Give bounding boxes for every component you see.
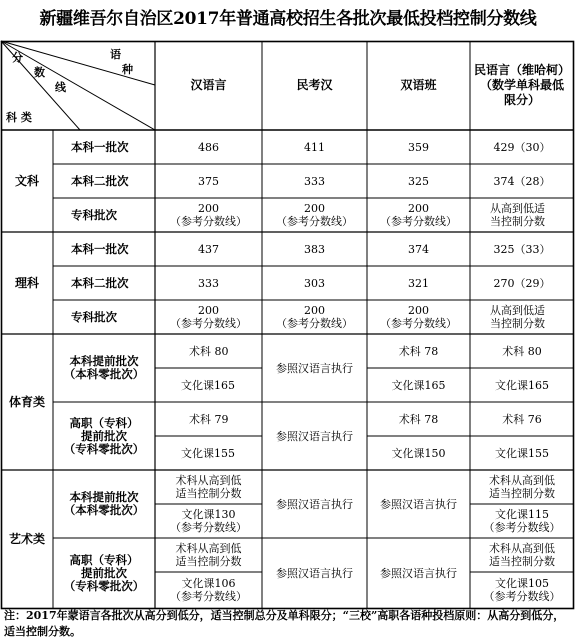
table-cell: 术科 79	[189, 412, 229, 426]
document-title: 新疆维吾尔自治区2017年普通高校招生各批次最低投档控制分数线	[39, 9, 537, 29]
table-cell: 文化课115 （参考分数线）	[483, 508, 561, 534]
table-cell: 文化课130 （参考分数线）	[170, 508, 247, 534]
batch-label: 高职（专科） 提前批次 （专科零批次）	[63, 415, 145, 456]
table-cell: 303	[304, 276, 325, 290]
table-cell: 术科 76	[502, 412, 542, 426]
column-header-hanyuyan: 汉语言	[190, 78, 227, 92]
table-cell: 文化课155	[495, 446, 549, 460]
table-cell: 术科 80	[502, 344, 542, 358]
table-cell: 411	[304, 140, 325, 154]
batch-label: 本科一批次	[71, 139, 129, 154]
corner-label-zhong: 种	[122, 63, 133, 76]
table-cell: 术科从高到低 适当控制分数	[489, 474, 555, 500]
table-cell: 429（30）	[493, 140, 551, 154]
table-cell: 参照汉语言执行	[276, 566, 353, 580]
batch-label: 本科提前批次 （本科零批次）	[63, 354, 145, 381]
batch-label: 专科批次	[71, 207, 117, 222]
column-header-minkaohan: 民考汉	[296, 78, 333, 92]
table-cell: 374	[408, 242, 429, 256]
table-cell: 200 （参考分数线）	[170, 304, 247, 330]
table-cell: 参照汉语言执行	[276, 429, 353, 443]
batch-label: 本科一批次	[71, 241, 129, 256]
table-cell: 325	[408, 174, 429, 188]
table-cell: 术科从高到低 适当控制分数	[175, 542, 242, 568]
category-wenke: 文科	[14, 173, 39, 188]
table-cell: 200 （参考分数线）	[276, 202, 353, 228]
corner-label-yu: 语	[110, 48, 121, 61]
table-cell: 270（29）	[493, 276, 551, 290]
category-tiyu: 体育类	[8, 394, 45, 409]
table-cell: 321	[408, 276, 429, 290]
batch-label: 高职（专科） 提前批次 （专科零批次）	[63, 552, 145, 593]
corner-label-shu: 数	[34, 66, 45, 79]
table-cell: 从高到低适 当控制分数	[490, 202, 545, 228]
table-cell: 375	[198, 174, 219, 188]
table-cell: 从高到低适 当控制分数	[490, 304, 545, 330]
table-cell: 参照汉语言执行	[380, 497, 457, 511]
table-cell: 200 （参考分数线）	[276, 304, 353, 330]
table-cell: 437	[198, 242, 219, 256]
table-cell: 文化课165	[391, 378, 446, 392]
batch-label: 本科二批次	[71, 173, 129, 188]
table-cell: 文化课155	[181, 446, 235, 460]
table-cell: 486	[198, 140, 219, 154]
table-cell: 374（28）	[493, 174, 551, 188]
corner-label-kelei: 科 类	[6, 111, 32, 124]
table-cell: 325（33）	[493, 242, 551, 256]
table-cell: 383	[304, 242, 325, 256]
table-cell: 术科 80	[189, 344, 229, 358]
table-cell: 参照汉语言执行	[276, 361, 353, 375]
table-cell: 文化课165	[495, 378, 549, 392]
table-cell: 333	[198, 276, 219, 290]
corner-label-xian: 线	[55, 81, 66, 94]
table-cell: 参照汉语言执行	[276, 497, 353, 511]
category-like: 理科	[14, 275, 39, 290]
column-header-minyuyan: 民语言（维哈柯） （数学单科最低 限分）	[473, 63, 570, 107]
batch-label: 本科二批次	[71, 275, 129, 290]
table-cell: 文化课106 （参考分数线）	[170, 577, 247, 603]
table-cell: 200 （参考分数线）	[170, 202, 247, 228]
table-cell: 术科 78	[398, 412, 439, 426]
table-cell: 200 （参考分数线）	[380, 202, 457, 228]
category-yishu: 艺术类	[8, 531, 45, 546]
table-cell: 术科从高到低 适当控制分数	[175, 474, 242, 500]
batch-label: 本科提前批次 （本科零批次）	[63, 490, 145, 517]
table-cell: 参照汉语言执行	[380, 566, 457, 580]
corner-label-fen: 分	[12, 51, 23, 64]
table-cell: 术科 78	[398, 344, 439, 358]
batch-label: 专科批次	[71, 309, 117, 324]
table-cell: 文化课165	[181, 378, 235, 392]
column-header-shuangyuban: 双语班	[400, 78, 437, 92]
table-cell: 359	[408, 140, 429, 154]
table-cell: 200 （参考分数线）	[380, 304, 457, 330]
table-cell: 333	[304, 174, 325, 188]
table-cell: 术科从高到低 适当控制分数	[489, 542, 555, 568]
table-cell: 文化课150	[391, 446, 446, 460]
table-cell: 文化课105 （参考分数线）	[483, 577, 561, 603]
footnote: 注：2017年蒙语言各批次从高分到低分，适当控制总分及单科限分；“三校”高职各语种投档原则：从高分到低分，适当控制分数。	[4, 609, 565, 638]
